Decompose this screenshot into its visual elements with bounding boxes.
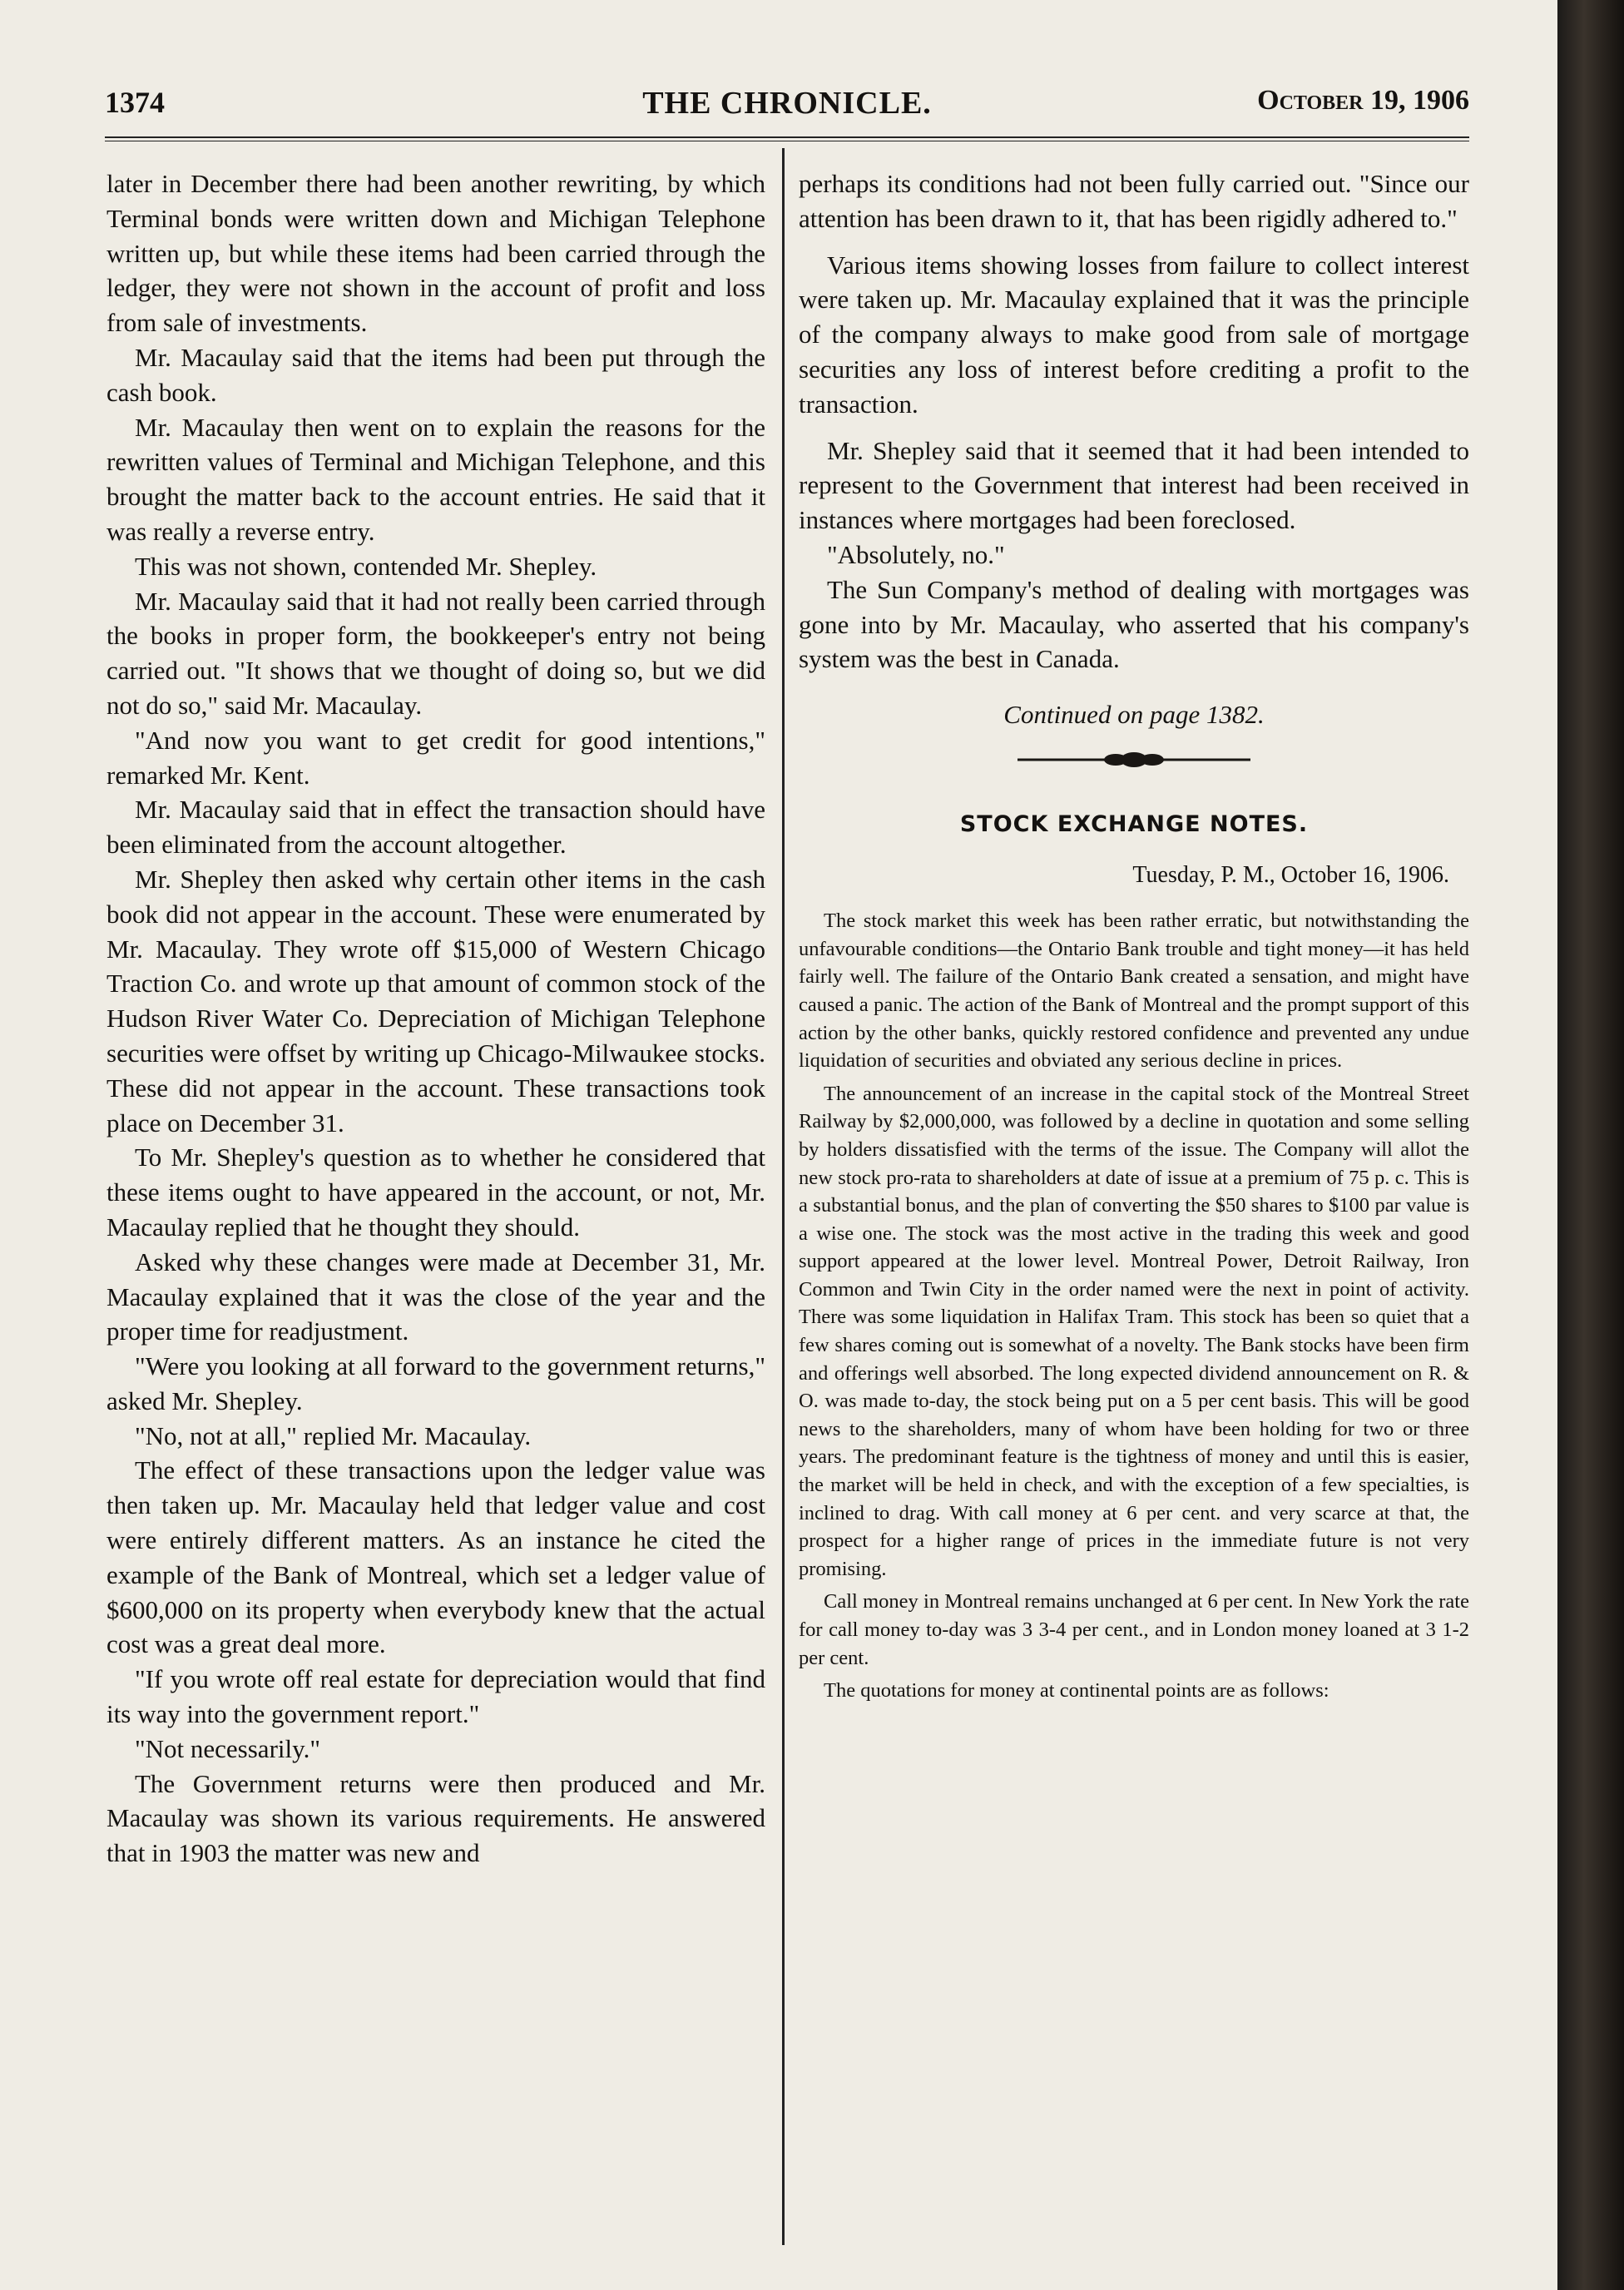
paragraph: perhaps its conditions had not been fully carried out. "Since our attention has been drawn to it, that has been rigidly adhered to." xyxy=(799,169,1469,233)
paragraph: "If you wrote off real estate for depreciation would that find its way into the government report." xyxy=(106,1664,765,1729)
paragraph: "Were you looking at all forward to the government returns," asked Mr. Shepley. xyxy=(106,1351,765,1415)
paragraph: The stock market this week has been rather erratic, but notwithstanding the unfavourable conditions—the Ontario Bank trouble and tight money—it has held fairly well. The failure of the Ontario Bank created a sensation, and might have caused a panic. The action of the Bank of Montreal and the prompt support of this action by the other banks, quickly restored confidence and prevented any undue liquidation of securities and obviated any serious decline in prices. xyxy=(799,910,1469,1073)
left-column xyxy=(106,166,765,1871)
dateline: Tuesday, P. M., October 16, 1906. xyxy=(1132,862,1449,889)
paragraph: "Absolutely, no." xyxy=(827,539,1005,569)
issue-date: October 19, 1906 xyxy=(1257,85,1469,116)
paragraph: Call money in Montreal remains unchanged at 6 per cent. In New York the rate for call money to-day was 3 3-4 per cent., and in London money loaned at 3 1-2 per cent. xyxy=(799,1590,1469,1669)
paragraph: later in December there had been another rewriting, by which Terminal bonds were written down and Michigan Telephone written up, but while these items had been carried through the ledger, they were not shown in the account of profit and loss from sale of investments. xyxy=(106,169,765,338)
ornament-divider-icon xyxy=(1017,750,1250,770)
paragraph: The Government returns were then produced and Mr. Macaulay was shown its various requirements. He answered that in 1903 the matter was new and xyxy=(106,1768,765,1868)
paragraph: This was not shown, contended Mr. Shepley. xyxy=(135,551,597,581)
paragraph: "No, not at all," replied Mr. Macaulay. xyxy=(135,1420,532,1450)
paragraph: Asked why these changes were made at December 31, Mr. Macaulay explained that it was the close of the year and the proper time for readjustment. xyxy=(106,1247,765,1346)
right-column xyxy=(799,166,1469,1705)
header-rule xyxy=(105,136,1469,141)
paragraph: Mr. Macaulay said that the items had been put through the cash book. xyxy=(106,342,765,407)
section-title: STOCK EXCHANGE NOTES. xyxy=(959,811,1309,838)
paragraph: "Not necessarily." xyxy=(135,1733,321,1763)
paragraph: Various items showing losses from failure to collect interest were taken up. Mr. Macaulay explained that it was the principle of the company always to make good from sale of mortgage securities any loss of interest before crediting a profit to the transaction. xyxy=(799,250,1469,419)
paragraph: Mr. Macaulay said that in effect the transaction should have been eliminated from the account altogether. xyxy=(106,795,765,860)
paragraph: Mr. Macaulay then went on to explain the reasons for the rewritten values of Terminal and Michigan Telephone, and this brought the matter back to the account entries. He said that it was really a reverse entry. xyxy=(106,412,765,546)
continued-note: Continued on page 1382. xyxy=(1003,700,1265,730)
paragraph: Mr. Macaulay said that it had not really been carried through the books in proper form, the bookkeeper's entry not being carried out. "It shows that we thought of doing so, but we did not do so," said Mr. Macaulay. xyxy=(106,586,765,720)
page-binding-edge xyxy=(1557,0,1624,2290)
paragraph: To Mr. Shepley's question as to whether he considered that these items ought to have appeared in the account, or not, Mr. Macaulay replied that he thought they should. xyxy=(106,1143,765,1242)
paragraph: Mr. Shepley said that it seemed that it had been intended to represent to the Government that interest had been received in instances where mortgages had been foreclosed. xyxy=(799,435,1469,535)
column-divider xyxy=(782,148,785,2245)
stock-notes-body xyxy=(799,907,1469,1705)
paragraph: Mr. Shepley then asked why certain other items in the cash book did not appear in the account. These were enumerated by Mr. Macaulay. They wrote off $15,000 of Western Chicago Traction Co. and wrote up that amount of common stock of the Hudson River Water Co. Depreciation of Michigan Telephone securities were offset by writing up Chicago-Milwaukee stocks. These did not appear in the account. These transactions took place on December 31. xyxy=(106,864,765,1138)
paragraph: The announcement of an increase in the capital stock of the Montreal Street Railway by $2,000,000, was followed by a decline in quotation and some selling by holders dissatisfied with the terms of the issue. The Company will allot the new stock pro-rata to shareholders at date of issue at a premium of 75 p. c. This is a substantial bonus, and the plan of converting the $50 shares to $100 par value is a wise one. The stock was the most active in the trading this week and good support appeared at the lower level. Montreal Power, Detroit Railway, Iron Common and Twin City in the order named were the next in point of activity. There was some liquidation in Halifax Tram. This stock has been so quiet that a few shares coming out is somewhat of a novelty. The Bank stocks have been firm and offerings well absorbed. The long expected dividend announcement on R. & O. was made to-day, the stock being put on a 5 per cent basis. This will be good news to the shareholders, many of whom have been holding for two or three years. The predominant feature is the tightness of money and until this is easier, the market will be held in check, and with the exception of a few specialties, is inclined to drag. With call money at 6 per cent. and very scarce at that, the prospect for a higher range of prices in the immediate future is not very promising. xyxy=(799,1082,1469,1580)
page-number: 1374 xyxy=(105,86,165,119)
paragraph: The quotations for money at continental points are as follows: xyxy=(824,1679,1329,1703)
paragraph: "And now you want to get credit for good intentions," remarked Mr. Kent. xyxy=(106,725,765,790)
paragraph: The Sun Company's method of dealing with mortgages was gone into by Mr. Macaulay, who asserted that his company's system was the best in Canada. xyxy=(799,574,1469,674)
page-header xyxy=(105,85,1469,131)
publication-title: THE CHRONICLE. xyxy=(642,86,932,121)
paragraph: The effect of these transactions upon the ledger value was then taken up. Mr. Macaulay held that ledger value and cost were entirely different matters. As an instance he cited the example of the Bank of Montreal, which set a ledger value of $600,000 on its property when everybody knew that the actual cost was a great deal more. xyxy=(106,1455,765,1659)
